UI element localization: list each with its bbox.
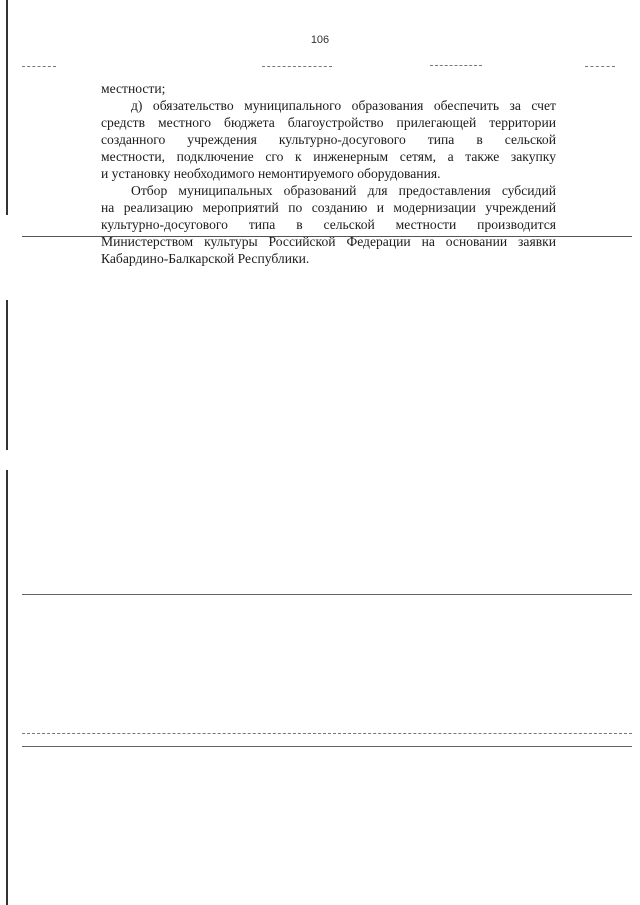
text-line: на реализацию мероприятий по созданию и модернизации учреждений [101,200,556,215]
scan-artifact-line [22,66,56,67]
scan-artifact-line [585,66,615,67]
scan-artifact-line [430,65,482,66]
margin-mark [6,0,8,215]
scan-artifact-line [22,594,632,595]
text-line: средств местного бюджета благоустройство прилегающей территории [101,115,556,130]
margin-mark [6,300,8,450]
text-line: и установку необходимого немонтируемого оборудования. [101,166,441,181]
scan-artifact-line [22,733,632,734]
margin-mark [6,470,8,905]
page-number: 106 [310,34,330,46]
scan-artifact-line [262,66,332,67]
document-body [101,80,556,267]
scan-artifact-line [22,236,632,237]
text-line: д) обязательство муниципального образования обеспечить за счет [131,98,556,113]
text-line: местности; [101,81,166,96]
text-line: Министерством культуры Российской Федерации на основании заявки [101,234,556,249]
text-line: Отбор муниципальных образований для предоставления субсидий [131,183,556,198]
text-line: Кабардино-Балкарской Республики. [101,251,310,266]
text-line: местности, подключение сго к инженерным сетям, а также закупку [101,149,556,164]
text-line: созданного учреждения культурно-досугового типа в сельской [101,132,556,147]
text-line: культурно-досугового типа в сельской местности производится [101,217,556,232]
scan-artifact-line [22,746,632,747]
